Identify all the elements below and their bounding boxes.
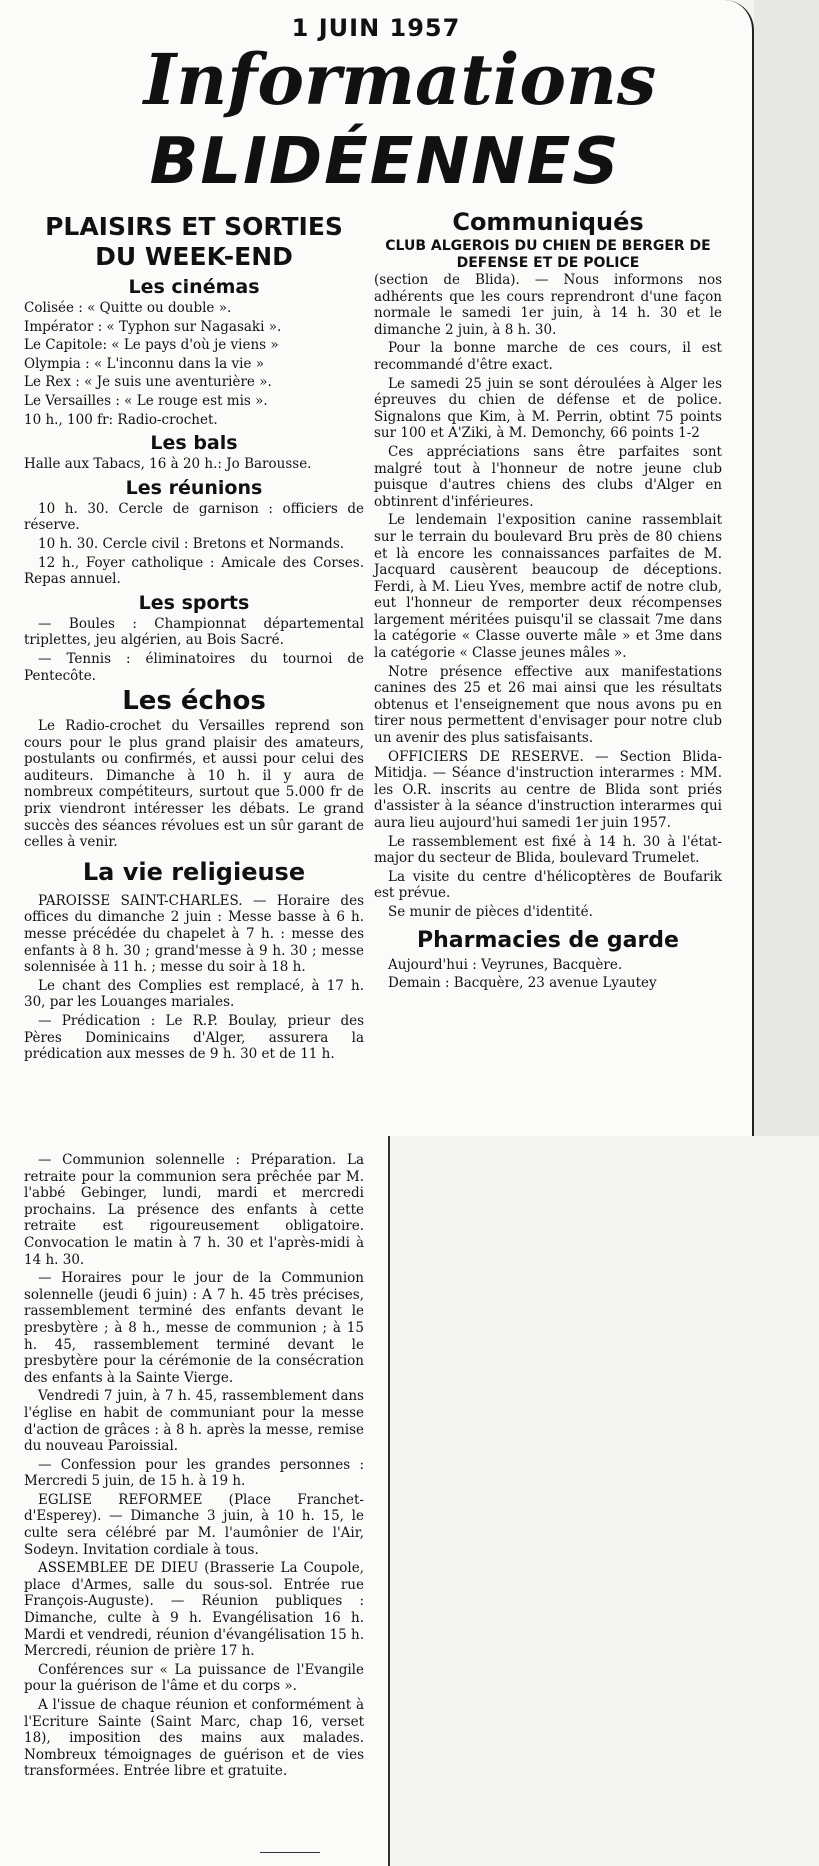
cinema-line: Le Versailles : « Le rouge est mis ». [24,392,268,409]
cinema-line: 10 h., 100 fr: Radio-crochet. [24,411,218,428]
communique-paragraph: Ces appréciations sans être parfaites sont malgré tout à l'honneur de notre jeune club puisque d'autres chiens des clubs d'Alger en obtinrent d'inférieures. [374,443,722,510]
religion-paragraph: — Confession pour les grandes personnes : Mercredi 5 juin, de 15 h. à 19 h. [24,1456,364,1490]
cinema-line: Le Capitole: « Le pays d'où je viens » [24,337,279,354]
cinema-line: Le Rex : « Je suis une aventurière ». [24,374,272,391]
pharmacies-heading: Pharmacies de garde [417,927,679,953]
club-title: CLUB ALGEROIS DU CHIEN DE BERGER DE DEFENSE ET DE POLICE [385,238,711,271]
right-column [374,206,722,994]
communiques-heading: Communiqués [452,208,644,236]
religion-paragraph: — Horaires pour le jour de la Communion solennelle (jeudi 6 juin) : A 7 h. 45 très précises, rassemblement terminé des enfants devant le presbytère ; à 8 h., messe de communion ; à 15 h. 45, rassemblement terminé devant le presbytère pour la cérémonie de la consécration des enfants à la Sainte Vierge. [24,1270,364,1386]
reunion-item: 10 h. 30. Cercle civil : Bretons et Normands. [38,535,345,552]
echos-text: Le Radio-crochet du Versailles reprend son cours pour le plus grand plaisir des amateurs, postulants ou confirmés, et aussi pour celui des auditeurs. Dimanche à 10 h. il y aura de nombreux compétiteurs, surtout que 5.000 fr de prix viendront intéresser les débats. Le grand succès des séances révolues est un sûr garant de celles à venir. [24,718,364,851]
religion-paragraph: A l'issue de chaque réunion et conformément à l'Ecriture Sainte (Saint Marc, chap 16, verset 18), imposition des mains aux malades. Nombreux témoignages de guérison et de vies transformées. Entrée libre et gratuite. [24,1697,364,1780]
masthead-line2: BLIDÉENNES [149,125,621,199]
reunion-item: 12 h., Foyer catholique : Amicale des Corses. Repas annuel. [24,554,364,588]
religion-paragraph: Conférences sur « La puissance de l'Evangile pour la guérison de l'âme et du corps ». [24,1661,364,1695]
sports-heading: Les sports [138,591,250,614]
religion-paragraph: EGLISE REFORMEE (Place Franchet-d'Esperey). — Dimanche 3 juin, à 10 h. 15, le culte sera célébré par M. l'aumônier de l'Air, Sodeyn. Invitation cordiale à tous. [24,1491,364,1558]
cinema-line: Colisée : « Quitte ou double ». [24,300,232,316]
communique-paragraph: La visite du centre d'hélicoptères de Boufarik est prévue. [374,868,722,902]
reunions-heading: Les réunions [125,476,263,499]
religion-heading: La vie religieuse [82,857,306,886]
communique-paragraph: Se munir de pièces d'identité. [388,903,593,920]
masthead-line1: Informations [143,38,657,121]
communique-paragraph: OFFICIERS DE RESERVE. — Section Blida-Mitidja. — Séance d'instruction interarmes : MM. les O.R. inscrits au centre de Blida sont priés d'assister à la séance d'instruction interarmes qui aura lieu aujourd'hui samedi 1er juin 1957. [374,748,722,831]
cinema-line: Olympia : « L'inconnu dans la vie » [24,355,265,372]
section-title: PLAISIRS ET SORTIES DU WEEK-END [45,212,343,271]
bals-text: Halle aux Tabacs, 16 à 20 h.: Jo Barousse. [24,456,312,473]
religion-paragraph: ASSEMBLEE DE DIEU (Brasserie La Coupole, place d'Armes, salle du sous-sol. Entrée rue François-Auguste). — Réunion publiques : Dimanche, culte à 9 h. Evangélisation 16 h. Mardi et vendredi, réunion d'évangélisation 15 h. Mercredi, réunion de prière 17 h. [24,1560,364,1660]
left-column-upper [24,212,364,1065]
religion-paragraph: Vendredi 7 juin, à 7 h. 45, rassemblement dans l'église en habit de communiant pour la messe d'action de grâces : à 8 h. après la messe, remise du nouveau Paroissial. [24,1388,364,1455]
sports-item: — Tennis : éliminatoires du tournoi de Pentecôte. [24,650,364,684]
communique-paragraph: Le lendemain l'exposition canine rassemblait sur le terrain du boulevard Bru près de 80 chiens et là encore les connaissances parfaites de M. Jacquard causèrent beaucoup de déceptions. Ferdi, à M. Lieu Yves, membre actif de notre club, eut l'honneur de remporter deux récompenses largement méritées puisqu'il se classait 7me dans la catégorie « Classe ouverte mâle » et 3me dans la catégorie « Classe jeunes mâles ». [374,512,722,662]
adjacent-page-strip [754,0,819,1136]
bottom-rule [260,1852,320,1853]
communique-paragraph: (section de Blida). — Nous informons nos adhérents que les cours reprendront d'une façon normale le samedi 1er juin, à 14 h. 30 et le dimanche 2 juin, à 8 h. 30. [374,272,722,338]
cinema-line: Impérator : « Typhon sur Nagasaki ». [24,318,282,335]
communique-paragraph: Pour la bonne marche de ces cours, il est recommandé d'être exact. [374,340,722,373]
communique-paragraph: Le samedi 25 juin se sont déroulées à Alger les épreuves du chien de défense et de police. Signalons que Kim, à M. Perrin, obtint 75 points sur 100 et A'Ziki, à M. Demonchy, 66 points 1-2 [374,375,722,442]
reunion-item: 10 h. 30. Cercle de garnison : officiers de réserve. [24,500,364,534]
issue-date: 1 JUIN 1957 [291,14,461,42]
communique-paragraph: Notre présence effective aux manifestations canines des 25 et 26 mai ainsi que les résultats obtenus et l'enseignement que nous avons pu en tirer nous permettent d'envisager pour notre club un avenir des plus satisfaisants. [374,663,722,747]
pharmacy-line: Demain : Bacquère, 23 avenue Lyautey [388,975,657,992]
echos-heading: Les échos [122,686,266,717]
religion-paragraph: PAROISSE SAINT-CHARLES. — Horaire des offices du dimanche 2 juin : Messe basse à 6 h. messe précédée du chapelet à 7 h. : messe des enfants à 8 h. 30 ; grand'messe à 9 h. 30 ; messe solennisée à 11 h. ; messe du soir à 18 h. [24,892,364,976]
religion-paragraph: Le chant des Complies est remplacé, à 17 h. 30, par les Louanges mariales. [24,977,364,1011]
religion-paragraph: — Prédication : Le R.P. Boulay, prieur des Pères Dominicains d'Alger, assurera la prédication aux messes de 9 h. 30 et de 11 h. [24,1013,364,1063]
communique-paragraph: Le rassemblement est fixé à 14 h. 30 à l'état-major du secteur de Blida, boulevard Trumelet. [374,833,722,867]
cinemas-heading: Les cinémas [128,276,260,298]
bals-heading: Les bals [150,432,238,455]
sports-item: — Boules : Championnat départemental triplettes, jeu algérien, au Bois Sacré. [24,615,364,649]
religion-paragraph: — Communion solennelle : Préparation. La retraite pour la communion sera prêchée par M. l'abbé Gebinger, lundi, mardi et mercredi prochains. La présence des enfants à cette retraite est rigoureusement obligatoire. Convocation le matin à 7 h. 30 et l'après-midi à 14 h. 30. [24,1152,364,1268]
pharmacy-line: Aujourd'hui : Veyrunes, Bacquère. [388,956,623,973]
left-column-lower [24,1152,364,1782]
